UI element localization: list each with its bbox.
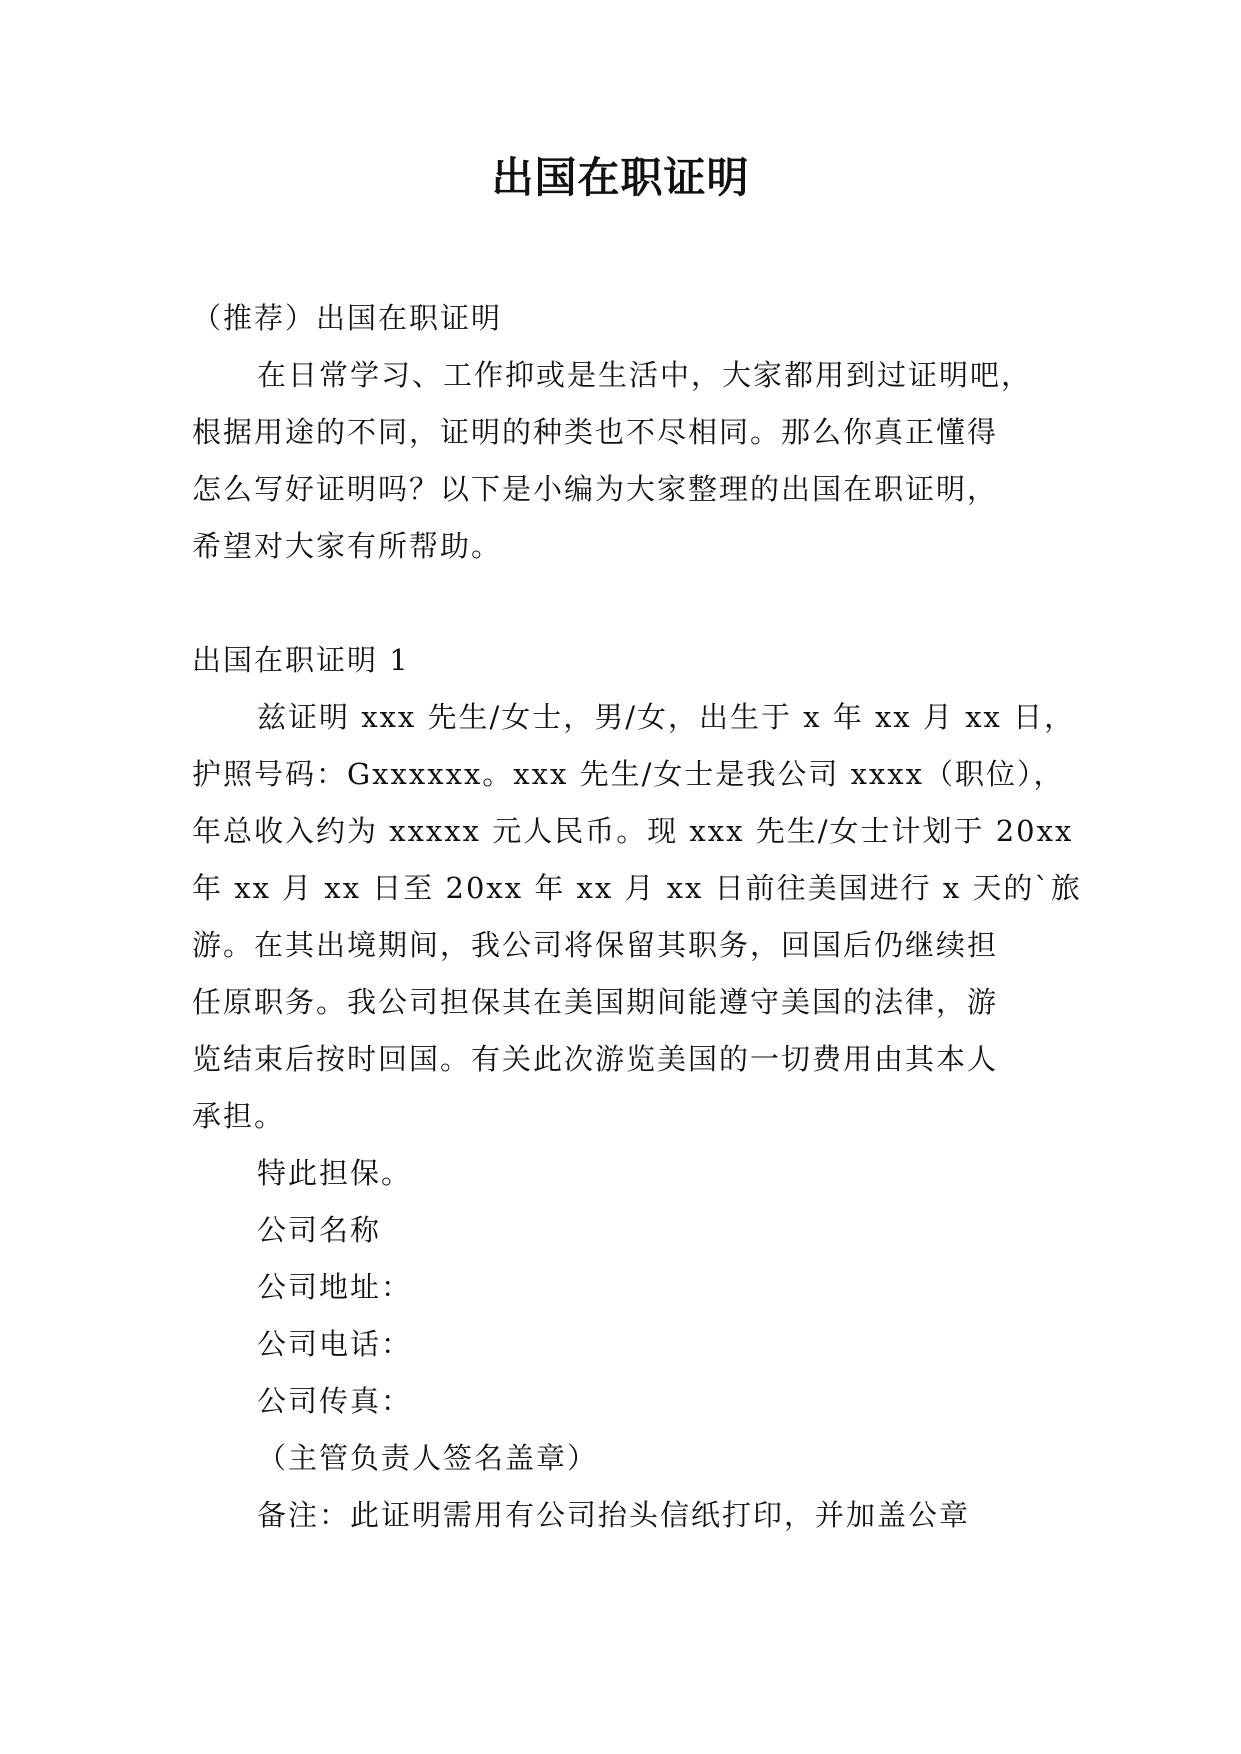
intro-line-1: 在日常学习、工作抑或是生活中，大家都用到过证明吧， — [257, 358, 1033, 392]
intro-line-4: 希望对大家有所帮助。 — [192, 529, 503, 563]
body-line-7: 览结束后按时回国。有关此次游览美国的一切费用由其本人 — [192, 1042, 999, 1076]
signature-line: （主管负责人签名盖章） — [257, 1441, 599, 1475]
company-phone-field: 公司电话： — [257, 1327, 413, 1361]
body-line-8: 承担。 — [192, 1099, 286, 1133]
body-line-4: 年 xx 月 xx 日至 20xx 年 xx 月 xx 日前往美国进行 x 天的`旅 — [192, 871, 1082, 905]
intro-line-3: 怎么写好证明吗？以下是小编为大家整理的出国在职证明， — [192, 472, 999, 506]
intro-line-2: 根据用途的不同，证明的种类也不尽相同。那么你真正懂得 — [192, 415, 999, 449]
body-line-3: 年总收入约为 xxxxx 元人民币。现 xxx 先生/女士计划于 20xx — [192, 814, 1074, 848]
company-name-field: 公司名称 — [257, 1213, 382, 1247]
document-title: 出国在职证明 — [491, 153, 750, 202]
body-line-2: 护照号码：Gxxxxxx。xxx 先生/女士是我公司 xxxx（职位）， — [192, 757, 1065, 791]
body-line-1: 兹证明 xxx 先生/女士，男/女，出生于 x 年 xx 月 xx 日， — [257, 700, 1076, 734]
note-text: 备注：此证明需用有公司抬头信纸打印，并加盖公章 — [257, 1498, 971, 1532]
company-fax-field: 公司传真： — [257, 1384, 413, 1418]
company-address-field: 公司地址： — [257, 1270, 413, 1304]
body-line-5: 游。在其出境期间，我公司将保留其职务，回国后仍继续担 — [192, 928, 999, 962]
document-subtitle: （推荐）出国在职证明 — [192, 301, 503, 335]
guarantee-text: 特此担保。 — [257, 1156, 413, 1190]
body-line-6: 任原职务。我公司担保其在美国期间能遵守美国的法律，游 — [192, 985, 999, 1019]
section-heading: 出国在职证明 1 — [192, 643, 410, 677]
